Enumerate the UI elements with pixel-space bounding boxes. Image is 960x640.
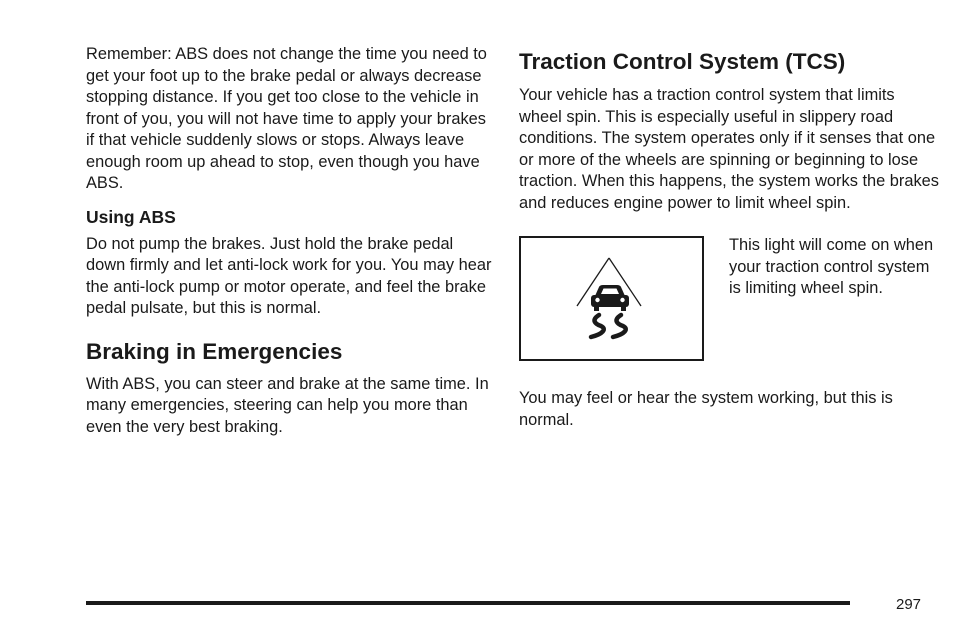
tcs-normal-paragraph: You may feel or hear the system working, but this is normal. xyxy=(519,389,893,429)
tcs-light-caption: This light will come on when your traction control system is limiting wheel spin. xyxy=(729,236,934,297)
abs-reminder-paragraph: Remember: ABS does not change the time you need to get your foot up to the brake pedal or always decrease stopping distance. If you get too close to the vehicle in front of you, you will not have time to apply your brakes if that vehicle suddenly slows or stops. Always leave enough room up ahead to stop, even though you have ABS. xyxy=(86,45,487,192)
tcs-intro-paragraph: Your vehicle has a traction control system that limits wheel spin. This is especially useful in slippery road conditions. The system operates only if it senses that one or more of the wheels are spinning or beginning to lose traction. When this happens, the system works the brakes and reduces engine power to limit wheel spin. xyxy=(519,86,939,212)
braking-emergencies-paragraph: With ABS, you can steer and brake at the same time. In many emergencies, steering can help you more than even the very best braking. xyxy=(86,374,489,436)
using-abs-paragraph: Do not pump the brakes. Just hold the brake pedal down firmly and let anti-lock work for you. You may hear the anti-lock pump or motor operate, and feel the brake pedal pulsate, but this is normal. xyxy=(86,234,492,317)
right-column xyxy=(519,44,939,431)
braking-emergencies-heading: Braking in Emergencies xyxy=(86,338,343,364)
footer-rule xyxy=(86,601,850,605)
left-column xyxy=(86,44,496,438)
traction-control-warning-icon xyxy=(521,238,702,359)
tcs-figure xyxy=(519,236,939,366)
page-number: 297 xyxy=(896,596,922,613)
using-abs-heading: Using ABS xyxy=(86,206,176,227)
tcs-heading: Traction Control System (TCS) xyxy=(519,49,846,74)
tcs-icon-frame xyxy=(519,236,704,361)
